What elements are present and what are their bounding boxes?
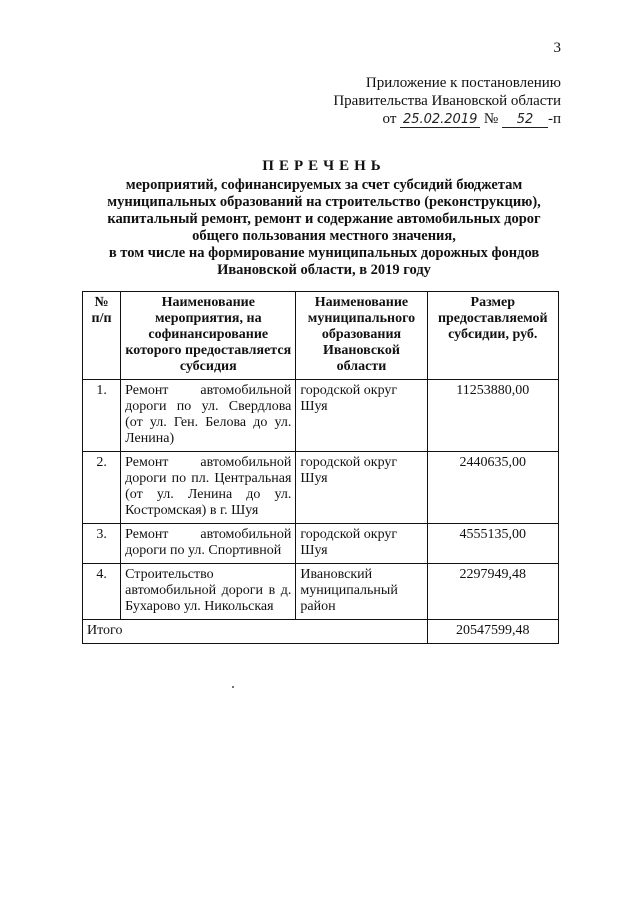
appendix-line-2: Правительства Ивановской области [333, 93, 561, 109]
row-number: 4. [83, 564, 121, 620]
title-line: муниципальных образований на строительство (реконструкцию), [107, 194, 541, 210]
row-municipality: Ивановский муниципальный район [296, 564, 427, 620]
title-line: в том числе на формирование муниципальных дорожных фондов [108, 245, 540, 261]
title-line: Ивановской области, в 2019 году [217, 262, 431, 278]
row-measure-name: Ремонт автомобильной дороги по ул. Спортивной [121, 524, 296, 564]
appendix-date-line [333, 110, 561, 128]
header-subsidy-amount: Размер предоставляемой субсидии, руб. [427, 292, 558, 380]
handwritten-date: 25.02.2019 [400, 113, 480, 128]
table-row [83, 452, 559, 524]
row-number: 3. [83, 524, 121, 564]
row-municipality: городской округ Шуя [296, 524, 427, 564]
appendix-block [333, 74, 561, 128]
row-amount: 4555135,00 [427, 524, 558, 564]
total-amount: 20547599,48 [427, 620, 558, 644]
row-measure-name: Строительство автомобильной дороги в д. Бухарово ул. Никольская [121, 564, 296, 620]
title-heading: ПЕРЕЧЕНЬ [262, 158, 386, 174]
number-suffix: -п [547, 111, 561, 127]
row-amount: 2440635,00 [427, 452, 558, 524]
title-line: мероприятий, софинансируемых за счет субсидий бюджетам [125, 177, 523, 193]
number-label: № [483, 111, 499, 127]
row-amount: 11253880,00 [427, 380, 558, 452]
scan-speck [232, 686, 234, 688]
header-number: № п/п [83, 292, 121, 380]
row-municipality: городской округ Шуя [296, 380, 427, 452]
title-line: капитальный ремонт, ремонт и содержание автомобильных дорог [107, 211, 541, 227]
page-number: 3 [553, 40, 561, 56]
table-header-row [83, 292, 559, 380]
total-label: Итого [83, 620, 428, 644]
row-number: 1. [83, 380, 121, 452]
row-municipality: городской округ Шуя [296, 452, 427, 524]
table-row [83, 380, 559, 452]
handwritten-number: 52 [502, 113, 548, 128]
row-measure-name: Ремонт автомобильной дороги по пл. Центральная (от ул. Ленина до ул. Костромская) в г. Шуя [121, 452, 296, 524]
document-title [82, 158, 566, 279]
measures-table [82, 291, 559, 644]
header-municipality: Наименование муниципального образования Ивановской области [296, 292, 427, 380]
row-number: 2. [83, 452, 121, 524]
header-measure-name: Наименование мероприятия, на софинансирование которого предоставляется субсидия [121, 292, 296, 380]
appendix-line-1: Приложение к постановлению [365, 75, 561, 91]
row-measure-name: Ремонт автомобильной дороги по ул. Свердлова (от ул. Ген. Белова до ул. Ленина) [121, 380, 296, 452]
date-prefix: от [382, 111, 397, 127]
row-amount: 2297949,48 [427, 564, 558, 620]
table-total-row [83, 620, 559, 644]
title-line: общего пользования местного значения, [192, 228, 456, 244]
table-row [83, 564, 559, 620]
table-row [83, 524, 559, 564]
